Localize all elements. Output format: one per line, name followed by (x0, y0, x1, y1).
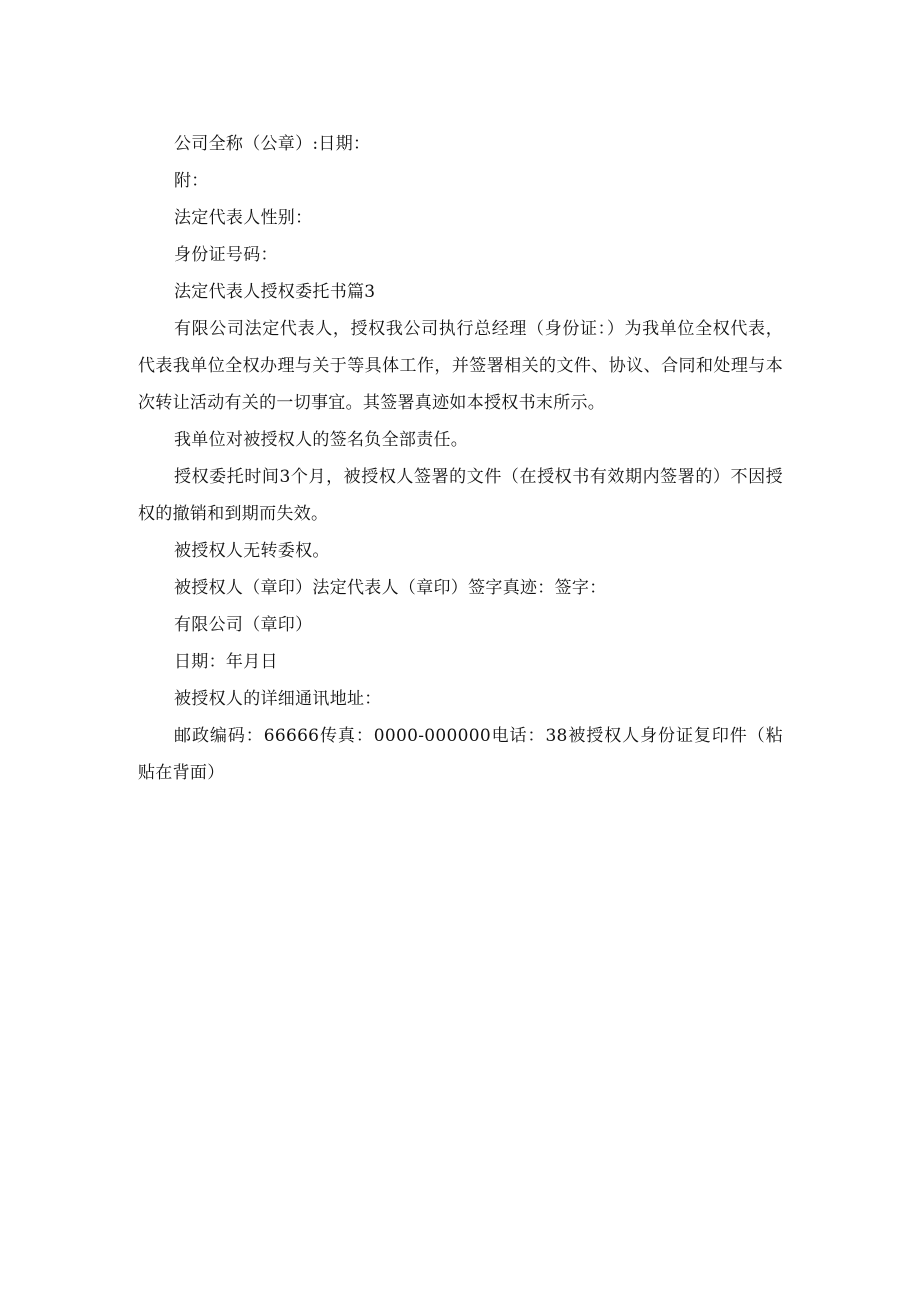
responsibility-paragraph: 我单位对被授权人的签名负全部责任。 (174, 430, 469, 450)
authorization-paragraph: 有限公司法定代表人，授权我公司执行总经理（身份证：）为我单位全权代表，代表我单位全权办理与关于等具体工作，并签署相关的文件、协议、合同和处理与本次转让活动有关的一切事宜。其签署真迹如本授权书末所示。 (138, 319, 783, 413)
company-seal-line: 有限公司（章印） (174, 615, 313, 635)
attachment-line: 附： (174, 171, 209, 191)
representative-gender-line: 法定代表人性别： (174, 208, 313, 228)
address-line: 被授权人的详细通讯地址： (174, 689, 382, 709)
signature-line: 被授权人（章印）法定代表人（章印）签字真迹：签字： (174, 578, 607, 598)
contact-info-paragraph: 邮政编码：66666传真：0000-000000电话：38被授权人身份证复印件（粘贴在背面） (138, 726, 783, 783)
section-title: 法定代表人授权委托书篇3 (174, 282, 376, 302)
no-sub-delegation-line: 被授权人无转委权。 (174, 541, 330, 561)
duration-paragraph: 授权委托时间3个月，被授权人签署的文件（在授权书有效期内签署的）不因授权的撤销和到期而失效。 (138, 467, 783, 524)
id-number-line: 身份证号码： (174, 245, 278, 265)
company-name-line: 公司全称（公章）:日期： (174, 134, 371, 154)
date-line: 日期：年月日 (174, 652, 278, 672)
document-body (138, 126, 783, 792)
